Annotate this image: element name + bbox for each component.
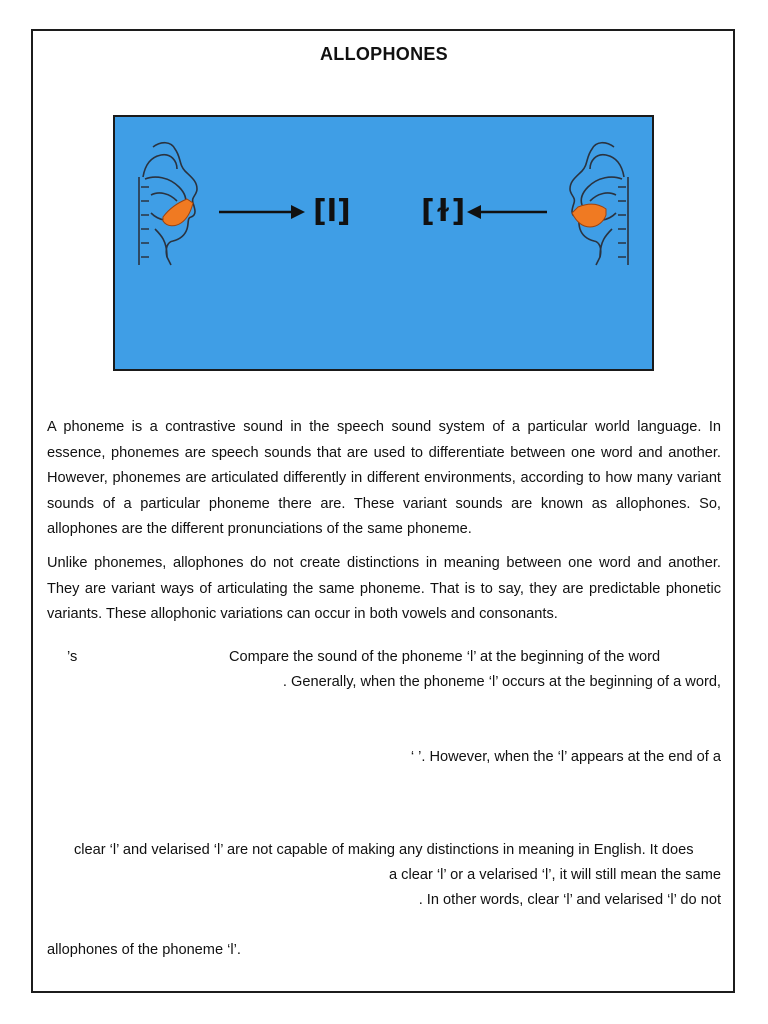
fragment-clear-velarised: clear ‘l’ and velarised ‘l’ are not capable of making any distinctions in meaning in English. It does [74,842,694,858]
paragraph-phoneme-definition: A phoneme is a contrastive sound in the speech sound system of a particular world language. In essence, phonemes are speech sounds that are used to differentiate between one word and another. However, phonemes are articulated differently in different environments, according to how many variant sounds of a particular phoneme there are. These variant sounds are known as allophones. So, allophones are the different pronunciations of the same phoneme. [47,419,721,537]
arrow-right-icon [219,205,305,219]
fragment-generally: . Generally, when the phoneme ‘l’ occurs at the beginning of a word, [282,674,721,690]
arrow-left-icon [467,205,547,219]
fragment-compare: Compare the sound of the phoneme ‘l’ at the beginning of the word [229,649,661,665]
velarised-l-symbol: [ɫ] [421,194,466,229]
fragment-same-meaning: a clear ‘l’ or a velarised ‘l’, it will still mean the same [389,867,721,883]
fragment-in-other-words: . In other words, clear ‘l’ and velarised ‘l’ do not [418,892,721,908]
fragment-possessive: ’s [67,649,78,665]
tongue-right [572,204,606,227]
head-profile-right-icon [570,143,628,265]
figure-drawing [115,117,652,369]
fragment-allophones-conclusion: allophones of the phoneme ‘l’. [47,942,241,958]
clear-l-symbol: [l] [313,194,351,229]
page-title: ALLOPHONES [319,44,448,64]
paragraph-allophone-variation: Unlike phonemes, allophones do not create distinctions in meaning between one word and another. They are variant ways of articulating the same phoneme. That is to say, they are predictable phonetic variants. These allophonic variations can occur in both vowels and consonants. [47,555,721,622]
fragment-however: ‘ ’. However, when the ‘l’ appears at the end of a [410,749,721,765]
allophones-figure [113,115,654,371]
